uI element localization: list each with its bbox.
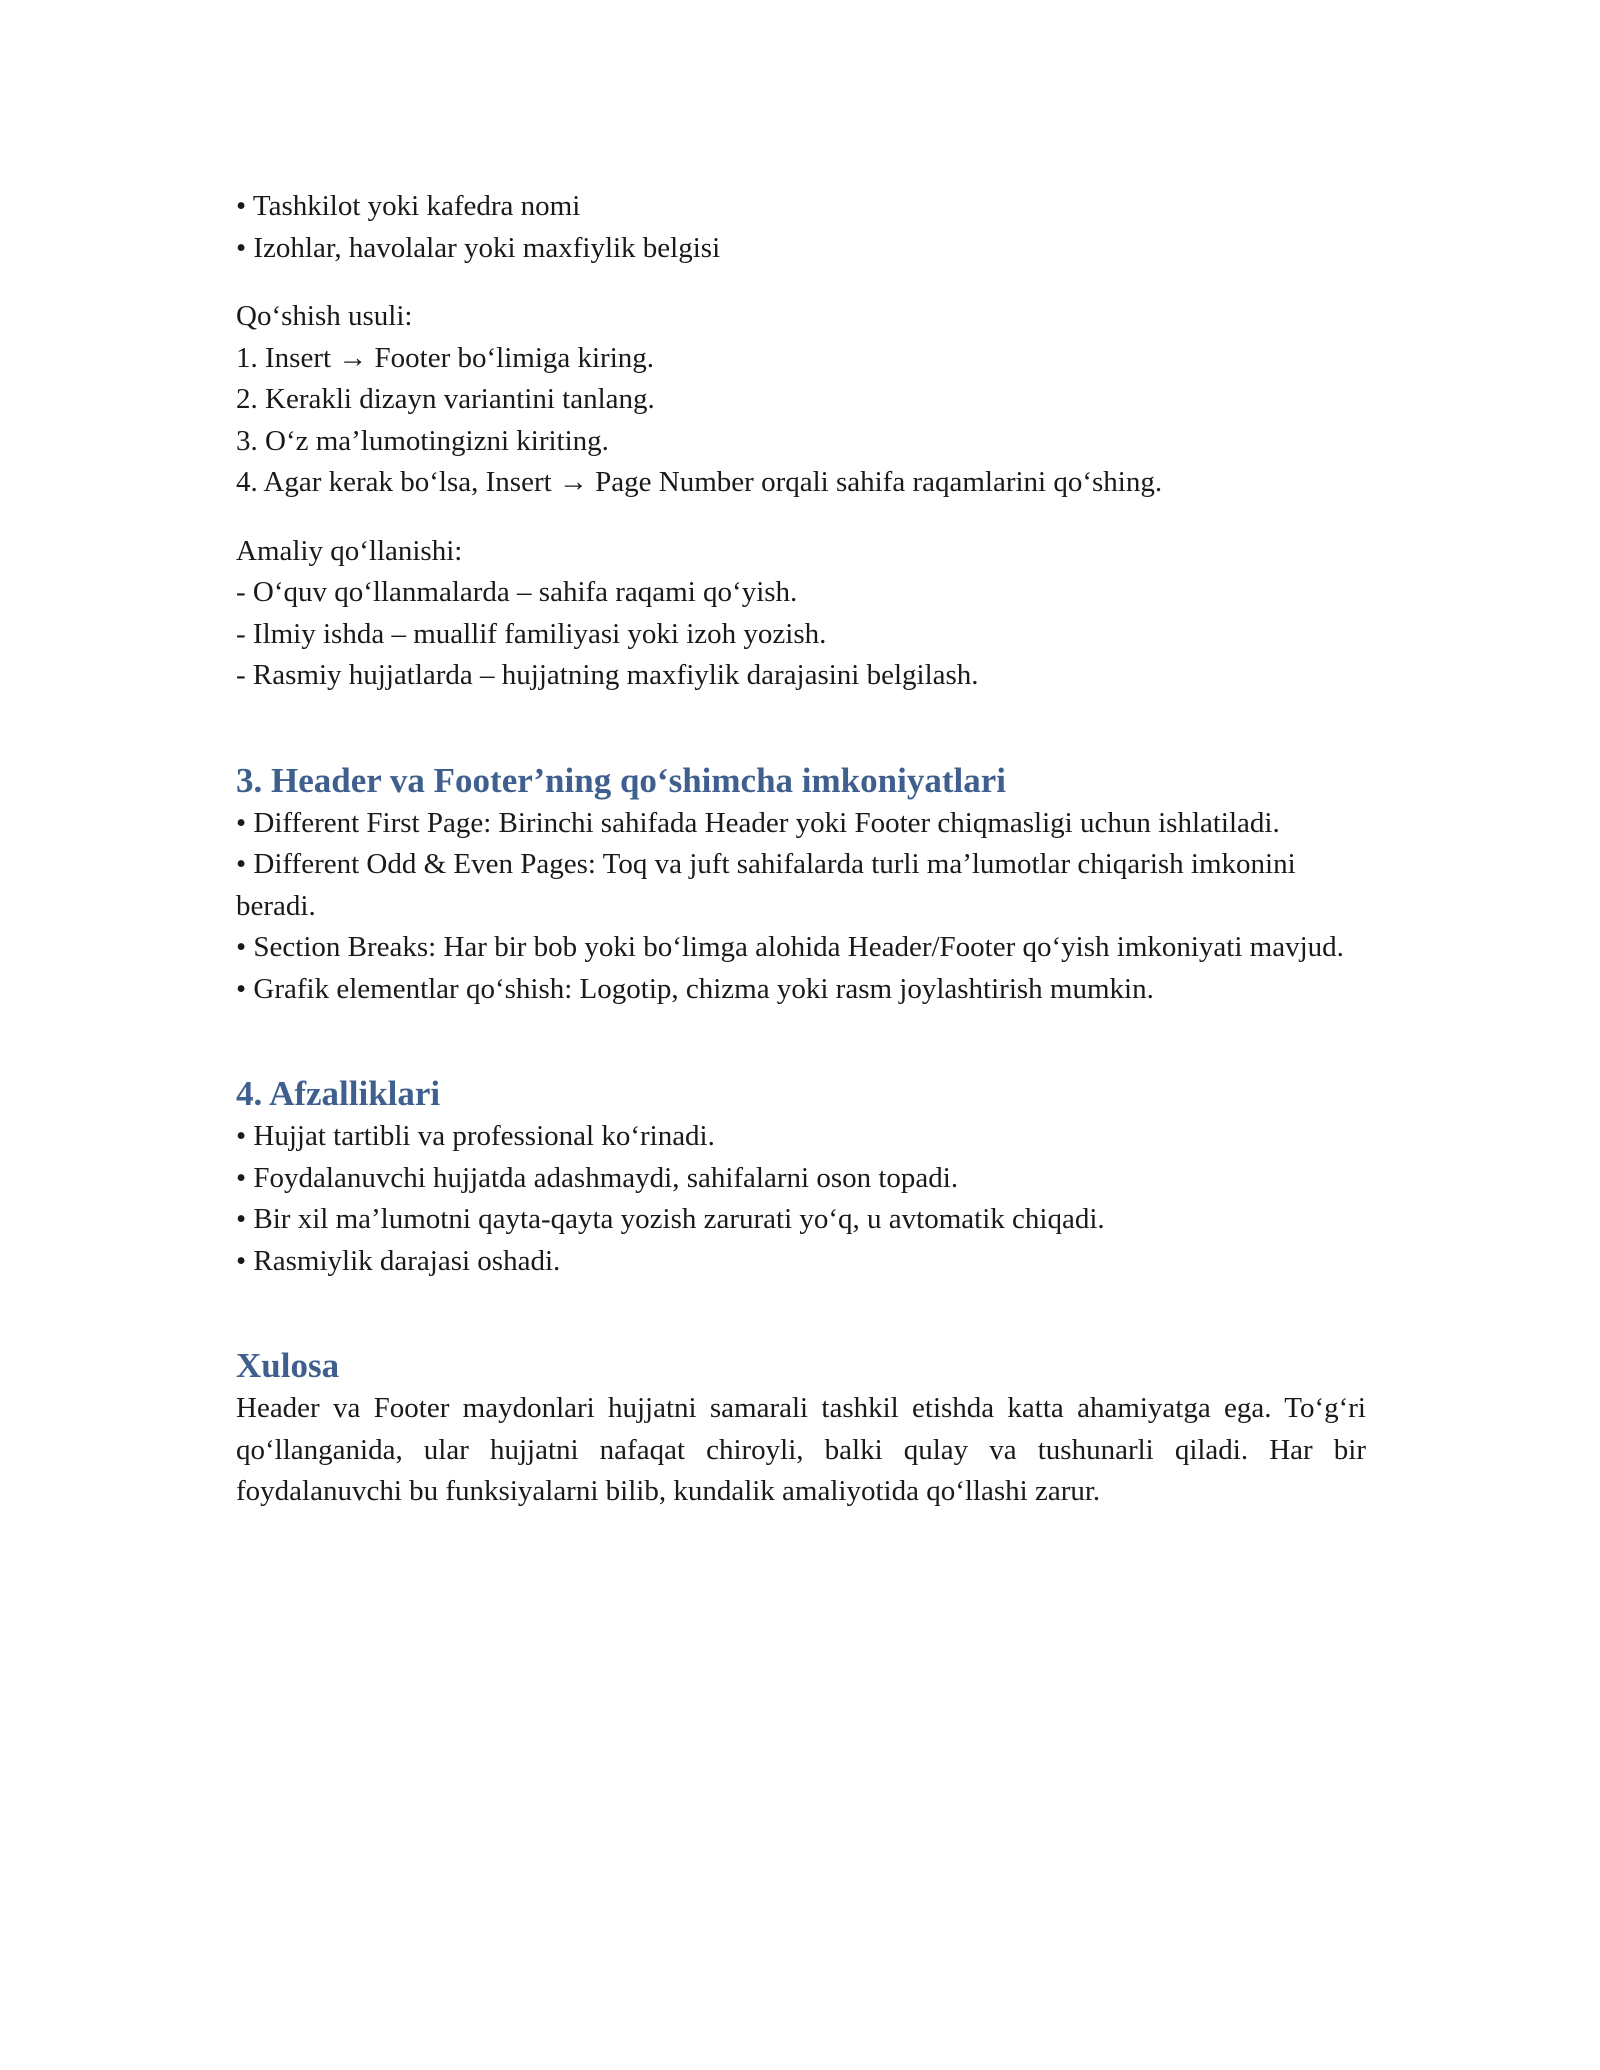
section4-item: • Foydalanuvchi hujjatda adashmaydi, sahifalarni oson topadi. [236, 1161, 959, 1194]
conclusion-text: Header va Footer maydonlari hujjatni samarali tashkil etishda katta ahamiyatga ega. To‘g‘ri qo‘llanganida, ular hujjatni nafaqat chiroyli, balki qulay va tushunarli qiladi. Har bir foydalanuvchi bu funksiyalarni bilib, kundalik amaliyotida qo‘llashi zarur. [236, 1392, 1366, 1507]
usage-title: Amaliy qo‘llanishi: [236, 534, 463, 567]
usage-item: - Ilmiy ishda – muallif familiyasi yoki izoh yozish. [236, 617, 827, 650]
section4-item: • Hujjat tartibli va professional ko‘rinadi. [236, 1120, 715, 1152]
section4-item: • Bir xil ma’lumotni qayta-qayta yozish zarurati yo‘q, u avtomatik chiqadi. [236, 1203, 1105, 1235]
section4-heading: 4. Afzalliklari [236, 1074, 441, 1113]
method-step: 3. O‘z ma’lumotingizni kiriting. [236, 424, 609, 457]
bullet-item: • Tashkilot yoki kafedra nomi [236, 190, 581, 222]
section4-item: • Rasmiylik darajasi oshadi. [236, 1244, 561, 1277]
method-step: 2. Kerakli dizayn variantini tanlang. [236, 383, 655, 415]
section3-item: • Different Odd & Even Pages: Toq va juft sahifalarda turli ma’lumotlar chiqarish imkonini beradi. [236, 848, 1296, 922]
section3-item: • Different First Page: Birinchi sahifada Header yoki Footer chiqmasligi uchun ishlatiladi. [236, 806, 1280, 839]
usage-item: - Rasmiy hujjatlarda – hujjatning maxfiylik darajasini belgilash. [236, 659, 979, 691]
section3-heading: 3. Header va Footer’ning qo‘shimcha imkoniyatlari [236, 760, 1006, 800]
section3-item: • Section Breaks: Har bir bob yoki bo‘limga alohida Header/Footer qo‘yish imkoniyati mavjud. [236, 931, 1344, 963]
method-step: 1. Insert → Footer bo‘limiga kiring. [236, 341, 655, 374]
usage-item: - O‘quv qo‘llanmalarda – sahifa raqami qo‘yish. [236, 576, 798, 608]
method-title: Qo‘shish usuli: [236, 300, 413, 332]
method-step: 4. Agar kerak bo‘lsa, Insert → Page Number orqali sahifa raqamlarini qo‘shing. [236, 466, 1163, 498]
section3-item: • Grafik elementlar qo‘shish: Logotip, chizma yoki rasm joylashtirish mumkin. [236, 972, 1154, 1005]
bullet-item: • Izohlar, havolalar yoki maxfiylik belgisi [236, 231, 721, 264]
conclusion-heading: Xulosa [236, 1346, 340, 1385]
document-page [236, 186, 1366, 1513]
